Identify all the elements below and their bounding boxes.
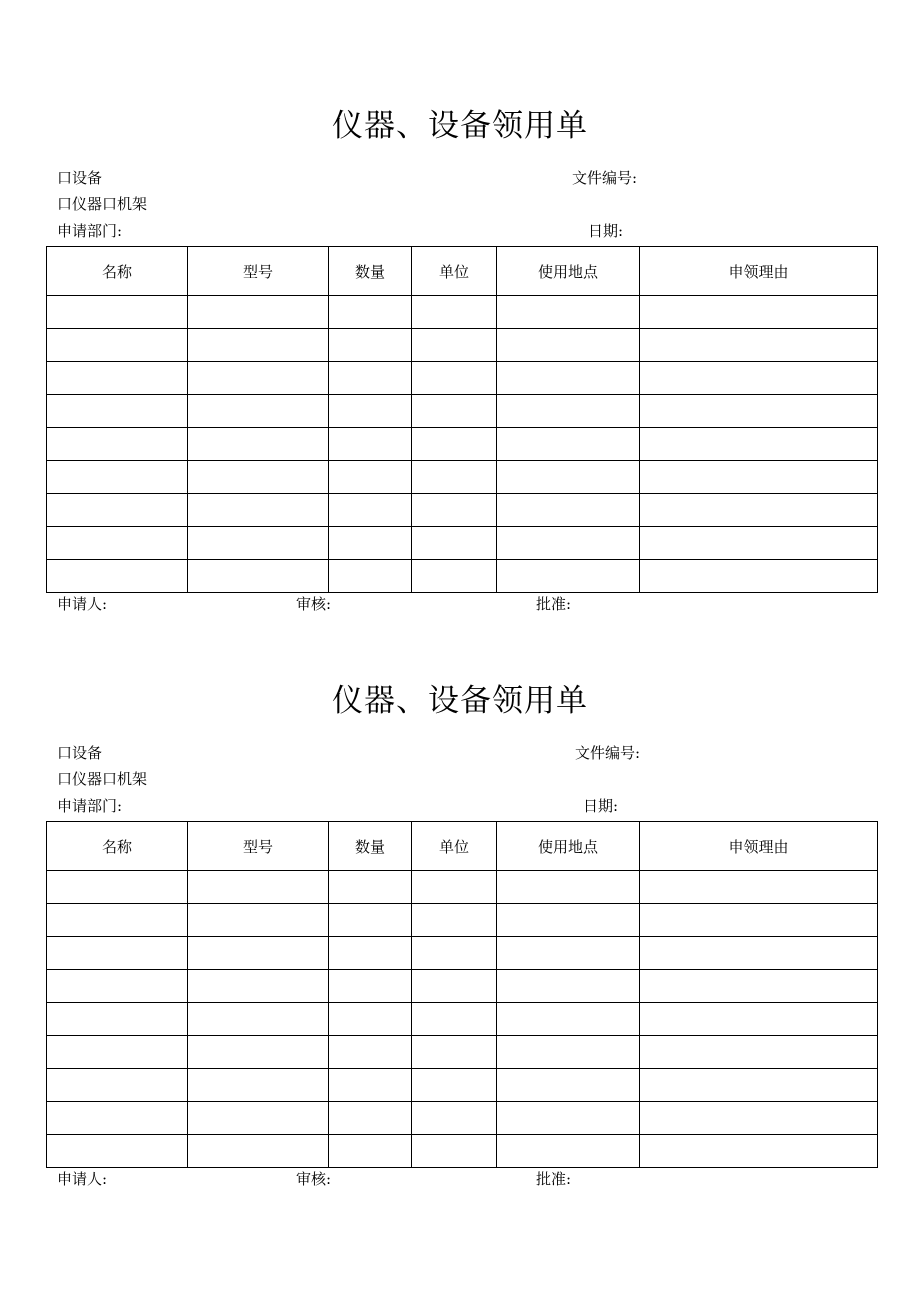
table-cell[interactable] [47,296,188,329]
table-cell[interactable] [640,1069,878,1102]
table-row [47,296,878,329]
column-header: 名称 [47,822,188,871]
table-cell[interactable] [412,494,497,527]
table-cell[interactable] [188,560,329,593]
table-cell[interactable] [412,461,497,494]
table-cell[interactable] [329,362,412,395]
table-row [47,1069,878,1102]
table-cell[interactable] [188,329,329,362]
table-cell[interactable] [412,527,497,560]
table-row [47,1102,878,1135]
table-cell[interactable] [329,560,412,593]
table-cell[interactable] [497,428,640,461]
review-label: 审核: [296,1170,332,1188]
table-cell[interactable] [47,1069,188,1102]
table-cell[interactable] [47,871,188,904]
table-cell[interactable] [640,970,878,1003]
table-cell[interactable] [497,461,640,494]
table-cell[interactable] [329,296,412,329]
table-cell[interactable] [47,428,188,461]
column-header: 数量 [329,247,412,296]
requisition-table [46,246,878,593]
table-cell[interactable] [188,1102,329,1135]
table-cell[interactable] [188,362,329,395]
table-cell[interactable] [188,1069,329,1102]
column-header: 使用地点 [497,822,640,871]
table-cell[interactable] [47,329,188,362]
table-cell[interactable] [329,461,412,494]
table-cell[interactable] [47,1102,188,1135]
table-cell[interactable] [497,1036,640,1069]
instrument-rack-checkbox-label: 口仪器口机架 [57,770,148,788]
table-row [47,1036,878,1069]
table-cell[interactable] [497,296,640,329]
table-row [47,527,878,560]
table-cell[interactable] [188,1135,329,1168]
table-header-row [47,822,878,871]
approve-label: 批准: [536,595,572,613]
table-cell[interactable] [497,1069,640,1102]
table-cell[interactable] [329,527,412,560]
table-cell[interactable] [329,428,412,461]
table-cell[interactable] [640,1003,878,1036]
column-header: 数量 [329,822,412,871]
table-cell[interactable] [329,1036,412,1069]
table-cell[interactable] [497,871,640,904]
table-row [47,937,878,970]
column-header: 型号 [188,247,329,296]
table-row [47,1003,878,1036]
instrument-rack-checkbox-label: 口仪器口机架 [57,195,148,213]
table-cell[interactable] [640,871,878,904]
table-cell[interactable] [47,494,188,527]
table-cell[interactable] [412,970,497,1003]
table-cell[interactable] [640,1036,878,1069]
doc-number-label: 文件编号: [575,744,641,762]
table-cell[interactable] [497,1102,640,1135]
table-cell[interactable] [329,1102,412,1135]
table-cell[interactable] [47,1036,188,1069]
table-row [47,428,878,461]
table-row [47,362,878,395]
applicant-label: 申请人: [57,1170,108,1188]
table-cell[interactable] [640,937,878,970]
table-cell[interactable] [329,395,412,428]
table-cell[interactable] [497,362,640,395]
table-cell[interactable] [188,871,329,904]
table-cell[interactable] [47,560,188,593]
table-cell[interactable] [497,494,640,527]
department-label: 申请部门: [57,797,123,815]
table-row [47,970,878,1003]
approve-label: 批准: [536,1170,572,1188]
table-cell[interactable] [412,329,497,362]
table-row [47,560,878,593]
table-cell[interactable] [412,1069,497,1102]
table-row [47,904,878,937]
table-cell[interactable] [640,1135,878,1168]
table-cell[interactable] [329,1003,412,1036]
table-cell[interactable] [47,362,188,395]
column-header: 名称 [47,247,188,296]
table-cell[interactable] [412,1036,497,1069]
table-cell[interactable] [188,395,329,428]
table-cell[interactable] [412,1135,497,1168]
table-cell[interactable] [640,1102,878,1135]
column-header: 使用地点 [497,247,640,296]
table-cell[interactable] [497,970,640,1003]
table-cell[interactable] [329,937,412,970]
table-cell[interactable] [640,329,878,362]
table-row [47,329,878,362]
table-cell[interactable] [188,527,329,560]
table-cell[interactable] [412,428,497,461]
table-cell[interactable] [412,871,497,904]
table-cell[interactable] [47,904,188,937]
department-label: 申请部门: [57,222,123,240]
table-cell[interactable] [640,527,878,560]
table-cell[interactable] [497,560,640,593]
date-label: 日期: [588,222,624,240]
table-cell[interactable] [188,494,329,527]
table-cell[interactable] [188,1036,329,1069]
table-cell[interactable] [497,937,640,970]
applicant-label: 申请人: [57,595,108,613]
table-cell[interactable] [329,871,412,904]
table-row [47,494,878,527]
table-cell[interactable] [329,904,412,937]
table-cell[interactable] [329,1135,412,1168]
table-cell[interactable] [329,494,412,527]
table-cell[interactable] [412,362,497,395]
table-cell[interactable] [640,296,878,329]
table-cell[interactable] [497,1003,640,1036]
form-title: 仪器、设备领用单 [332,683,588,719]
table-cell[interactable] [640,395,878,428]
doc-number-label: 文件编号: [572,169,638,187]
table-cell[interactable] [497,904,640,937]
table-cell[interactable] [329,329,412,362]
table-cell[interactable] [47,395,188,428]
table-cell[interactable] [188,1003,329,1036]
table-cell[interactable] [497,329,640,362]
table-cell[interactable] [47,1135,188,1168]
column-header: 型号 [188,822,329,871]
form-title: 仪器、设备领用单 [332,108,588,144]
table-cell[interactable] [640,494,878,527]
table-cell[interactable] [412,937,497,970]
table-cell[interactable] [497,395,640,428]
table-cell[interactable] [412,1102,497,1135]
column-header: 申领理由 [640,247,878,296]
table-header-row [47,247,878,296]
table-cell[interactable] [412,296,497,329]
table-cell[interactable] [412,395,497,428]
table-cell[interactable] [188,296,329,329]
table-row [47,1135,878,1168]
table-cell[interactable] [640,461,878,494]
table-cell[interactable] [640,560,878,593]
column-header: 申领理由 [640,822,878,871]
table-cell[interactable] [47,1003,188,1036]
device-checkbox-label: 口设备 [57,744,103,762]
table-cell[interactable] [47,970,188,1003]
table-cell[interactable] [47,937,188,970]
review-label: 审核: [296,595,332,613]
table-cell[interactable] [640,362,878,395]
table-cell[interactable] [47,527,188,560]
table-cell[interactable] [412,904,497,937]
table-cell[interactable] [188,461,329,494]
table-row [47,461,878,494]
table-row [47,395,878,428]
column-header: 单位 [412,822,497,871]
table-row [47,871,878,904]
table-cell[interactable] [329,970,412,1003]
column-header: 单位 [412,247,497,296]
table-cell[interactable] [640,904,878,937]
table-cell[interactable] [188,904,329,937]
table-cell[interactable] [188,937,329,970]
table-cell[interactable] [188,970,329,1003]
requisition-table [46,821,878,1168]
table-cell[interactable] [412,560,497,593]
device-checkbox-label: 口设备 [57,169,103,187]
table-cell[interactable] [329,1069,412,1102]
table-cell[interactable] [47,461,188,494]
table-cell[interactable] [497,527,640,560]
table-cell[interactable] [188,428,329,461]
table-cell[interactable] [497,1135,640,1168]
date-label: 日期: [583,797,619,815]
table-cell[interactable] [640,428,878,461]
table-cell[interactable] [412,1003,497,1036]
